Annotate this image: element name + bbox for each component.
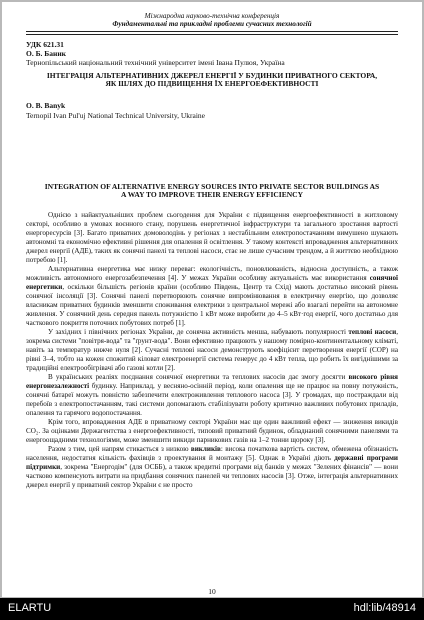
- repository-footer: [0, 598, 424, 620]
- author-ukr: О. Б. Баник: [26, 49, 66, 58]
- paragraph: Разом з тим, цей напрям стикається з низкою викликів: висока початкова вартість систем, обмежена обізнаність населення, недостатня кількість фахівців з проектування й монтажу [5]. Однак в Україні діють державні програми підтримки, зокрема "Енергодім" (для ОСББ), а також кредитні програми від банків у межах "Зелених фінансів" — вони частково компенсують витрати на придбання сонячних панелей чи теплових насосів [3]. Отже, інтеграція альтернативних джерел енергії у приватний сектор України є не просто: [26, 445, 398, 489]
- repository-name: ELARTU: [8, 602, 52, 614]
- affiliation-eng: Ternopil Ivan Pul'uj National Technical University, Ukraine: [26, 111, 206, 120]
- running-header: [26, 12, 398, 28]
- title-ukr: ІНТЕГРАЦІЯ АЛЬТЕРНАТИВНИХ ДЖЕРЕЛ ЕНЕРГІЇ У БУДИНКИ ПРИВАТНОГО СЕКТОРА, ЯК ШЛЯХ ДО ПІДВИЩЕННЯ ЇХ ЕНЕРГОЕФЕКТИВНОСТІ: [46, 71, 378, 89]
- paragraph: Однією з найактуальніших проблем сьогодення для України є підвищення енергоефективності в житловому секторі, особливо в умовах воєнного стану, порушень енергетичної інфраструктури та загального зростання вартості енергоресурсів [3]. Багато приватних домоволодінь у регіонах з нестабільним електропостачанням вимушено шукають автономні та економічно ефективні рішення для опалення й освітлення. У такому контексті впровадження альтернативних джерел енергії (АДЕ), таких як сонячні панелі та теплові насоси, стає не лише сучасним трендом, а й життєво необхідною потребою [1].: [26, 211, 398, 264]
- conference-subtitle: Фундаментальні та прикладні проблеми сучасних технологій: [112, 20, 312, 29]
- paragraph: В українських реаліях поєднання сонячної енергетики та теплових насосів дає змогу досягти високого рівня енергонезалежності будинку. Наприклад, у весняно-осінній період, коли опалення ще не працює на повну потужність, сонячні батареї можуть повністю забезпечити електроживлення теплового насоса [3]. У громадах, що постраждали від перебоїв з електропостачанням, такі системи допомагають стабілізувати роботу критично важливих побутових приладів, опалення та гарячого водопостачання.: [26, 373, 398, 417]
- document-page: [2, 2, 422, 597]
- title-eng: INTEGRATION OF ALTERNATIVE ENERGY SOURCES INTO PRIVATE SECTOR BUILDINGS AS A WAY TO IMPROVE THEIR ENERGY EFFICIENCY: [44, 182, 380, 200]
- article-body: [26, 211, 398, 490]
- paragraph: У західних і північних регіонах України, де сонячна активність менша, набувають популярності теплові насоси, зокрема системи "повітря-вода" та "ґрунт-вода". Вони ефективно працюють у нашому помірно-континентальному кліматі, навіть за температур нижче нуля [2]. Сучасні теплові насоси демонструють коефіцієнт перетворення енергії (СОР) на рівні 3–4, тобто на кожен спожитий кіловат електроенергії система генерує до 4 кВт тепла, що робить їх вигіднішими за традиційні електрообігрівачі або газові котли [2].: [26, 328, 398, 372]
- page-number: 10: [208, 587, 216, 596]
- paragraph: Крім того, впровадження АДЕ в приватному секторі України має ще один важливий ефект — зниження викидів CO₂. За оцінками Держагентства з енергоефективності, типовий приватний будинок, обладнаний сонячними панелями та енергоощадними технологіями, може зменшити викиди парникових газів на 1–2 тонни щороку [3].: [26, 418, 398, 444]
- handle-link[interactable]: hdl:lib/48914: [353, 602, 416, 614]
- udk-code: УДК 621.31: [26, 40, 64, 49]
- header-rule: [26, 31, 398, 35]
- affiliation-ukr: Тернопільський національний технічний університет імені Івана Пулюя, Україна: [26, 58, 285, 67]
- author-eng: O. B. Banyk: [26, 101, 66, 110]
- conference-name: Міжнародна науково-технічна конференція: [144, 12, 280, 20]
- paragraph: Альтернативна енергетика має низку переваг: екологічність, поновлюваність, відносна доступність, а також можливість автономного енергозабезпечення [4]. У межах України особливу актуальність має використання сонячної енергетики, оскільки більшість регіонів країни (особливо Південь, Центр та Схід) мають достатньо високий рівень сонячної інсоляції [3]. Сонячні панелі перетворюють сонячне випромінювання в електричну енергію, що дозволяє власникам приватних будинків зменшити споживання електрики з центральної мережі або взагалі перейти на автономне живлення. У сонячний день середня панель потужністю 1 кВт може виробити до 4–5 кВт·год енергії, чого достатньо для часткового покриття поточних побутових потреб [1].: [26, 265, 398, 327]
